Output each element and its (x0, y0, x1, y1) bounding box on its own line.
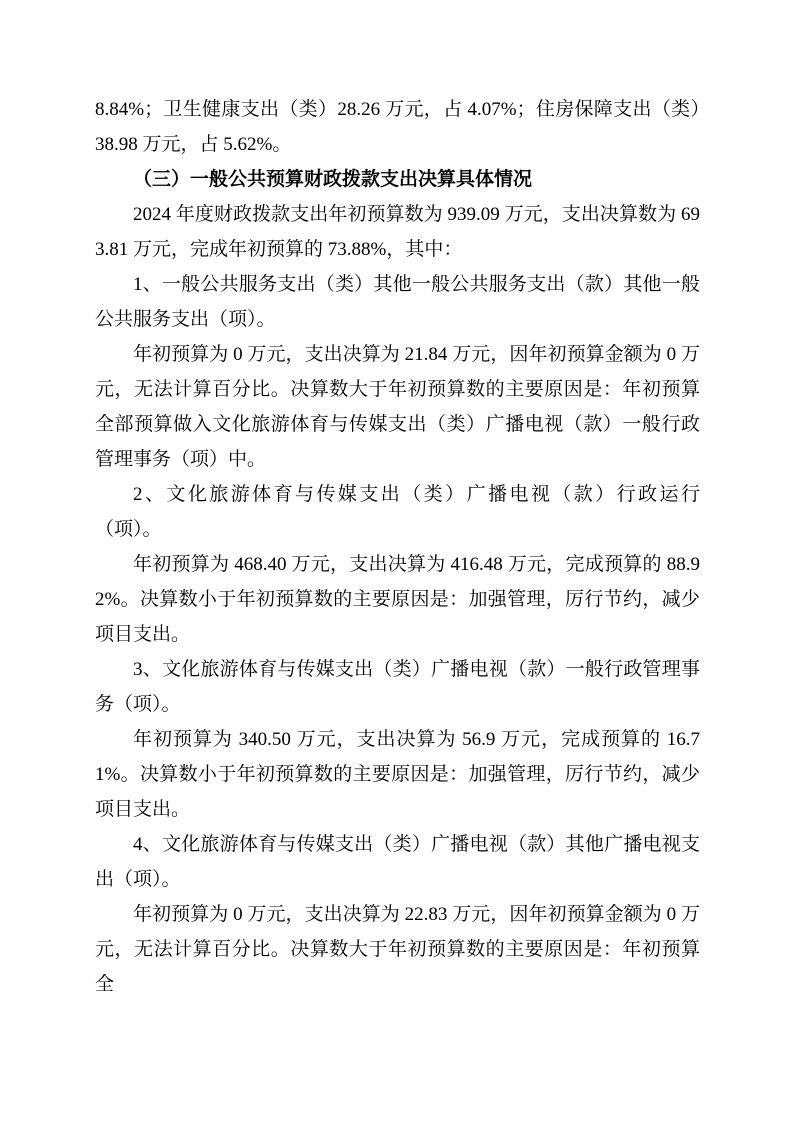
paragraph-item-1-title: 1、一般公共服务支出（类）其他一般公共服务支出（款）其他一般公共服务支出（项）。 (95, 274, 700, 330)
paragraph-budget-summary: 2024 年度财政拨款支出年初预算数为 939.09 万元，支出决算数为 693.81 万元，完成年初预算的 73.88%，其中： (95, 204, 700, 260)
paragraph-item-4-title: 4、文化旅游体育与传媒支出（类）广播电视（款）其他广播电视支出（项）。 (95, 834, 700, 890)
paragraph-item-2-title: 2、文化旅游体育与传媒支出（类）广播电视（款）行政运行（项）。 (95, 484, 700, 540)
paragraph-item-3-detail: 年初预算为 340.50 万元，支出决算为 56.9 万元，完成预算的 16.71%。决算数小于年初预算数的主要原因是：加强管理，厉行节约，减少项目支出。 (95, 729, 700, 820)
paragraph-item-3-title: 3、文化旅游体育与传媒支出（类）广播电视（款）一般行政管理事务（项）。 (95, 659, 700, 715)
paragraph-item-4-detail: 年初预算为 0 万元，支出决算为 22.83 万元，因年初预算金额为 0 万元，无法计算百分比。决算数大于年初预算数的主要原因是：年初预算全 (95, 904, 700, 995)
paragraph-continuation: 8.84%；卫生健康支出（类）28.26 万元，占 4.07%；住房保障支出（类）38.98 万元，占 5.62%。 (95, 99, 700, 155)
paragraph-item-1-detail: 年初预算为 0 万元，支出决算为 21.84 万元，因年初预算金额为 0 万元，无法计算百分比。决算数大于年初预算数的主要原因是：年初预算全部预算做入文化旅游体育与传媒支出（类）广播电视（款）一般行政管理事务（项）中。 (95, 344, 700, 470)
section-heading: （三）一般公共预算财政拨款支出决算具体情况 (133, 169, 533, 190)
paragraph-item-2-detail: 年初预算为 468.40 万元，支出决算为 416.48 万元，完成预算的 88.92%。决算数小于年初预算数的主要原因是：加强管理，厉行节约，减少项目支出。 (95, 554, 700, 645)
